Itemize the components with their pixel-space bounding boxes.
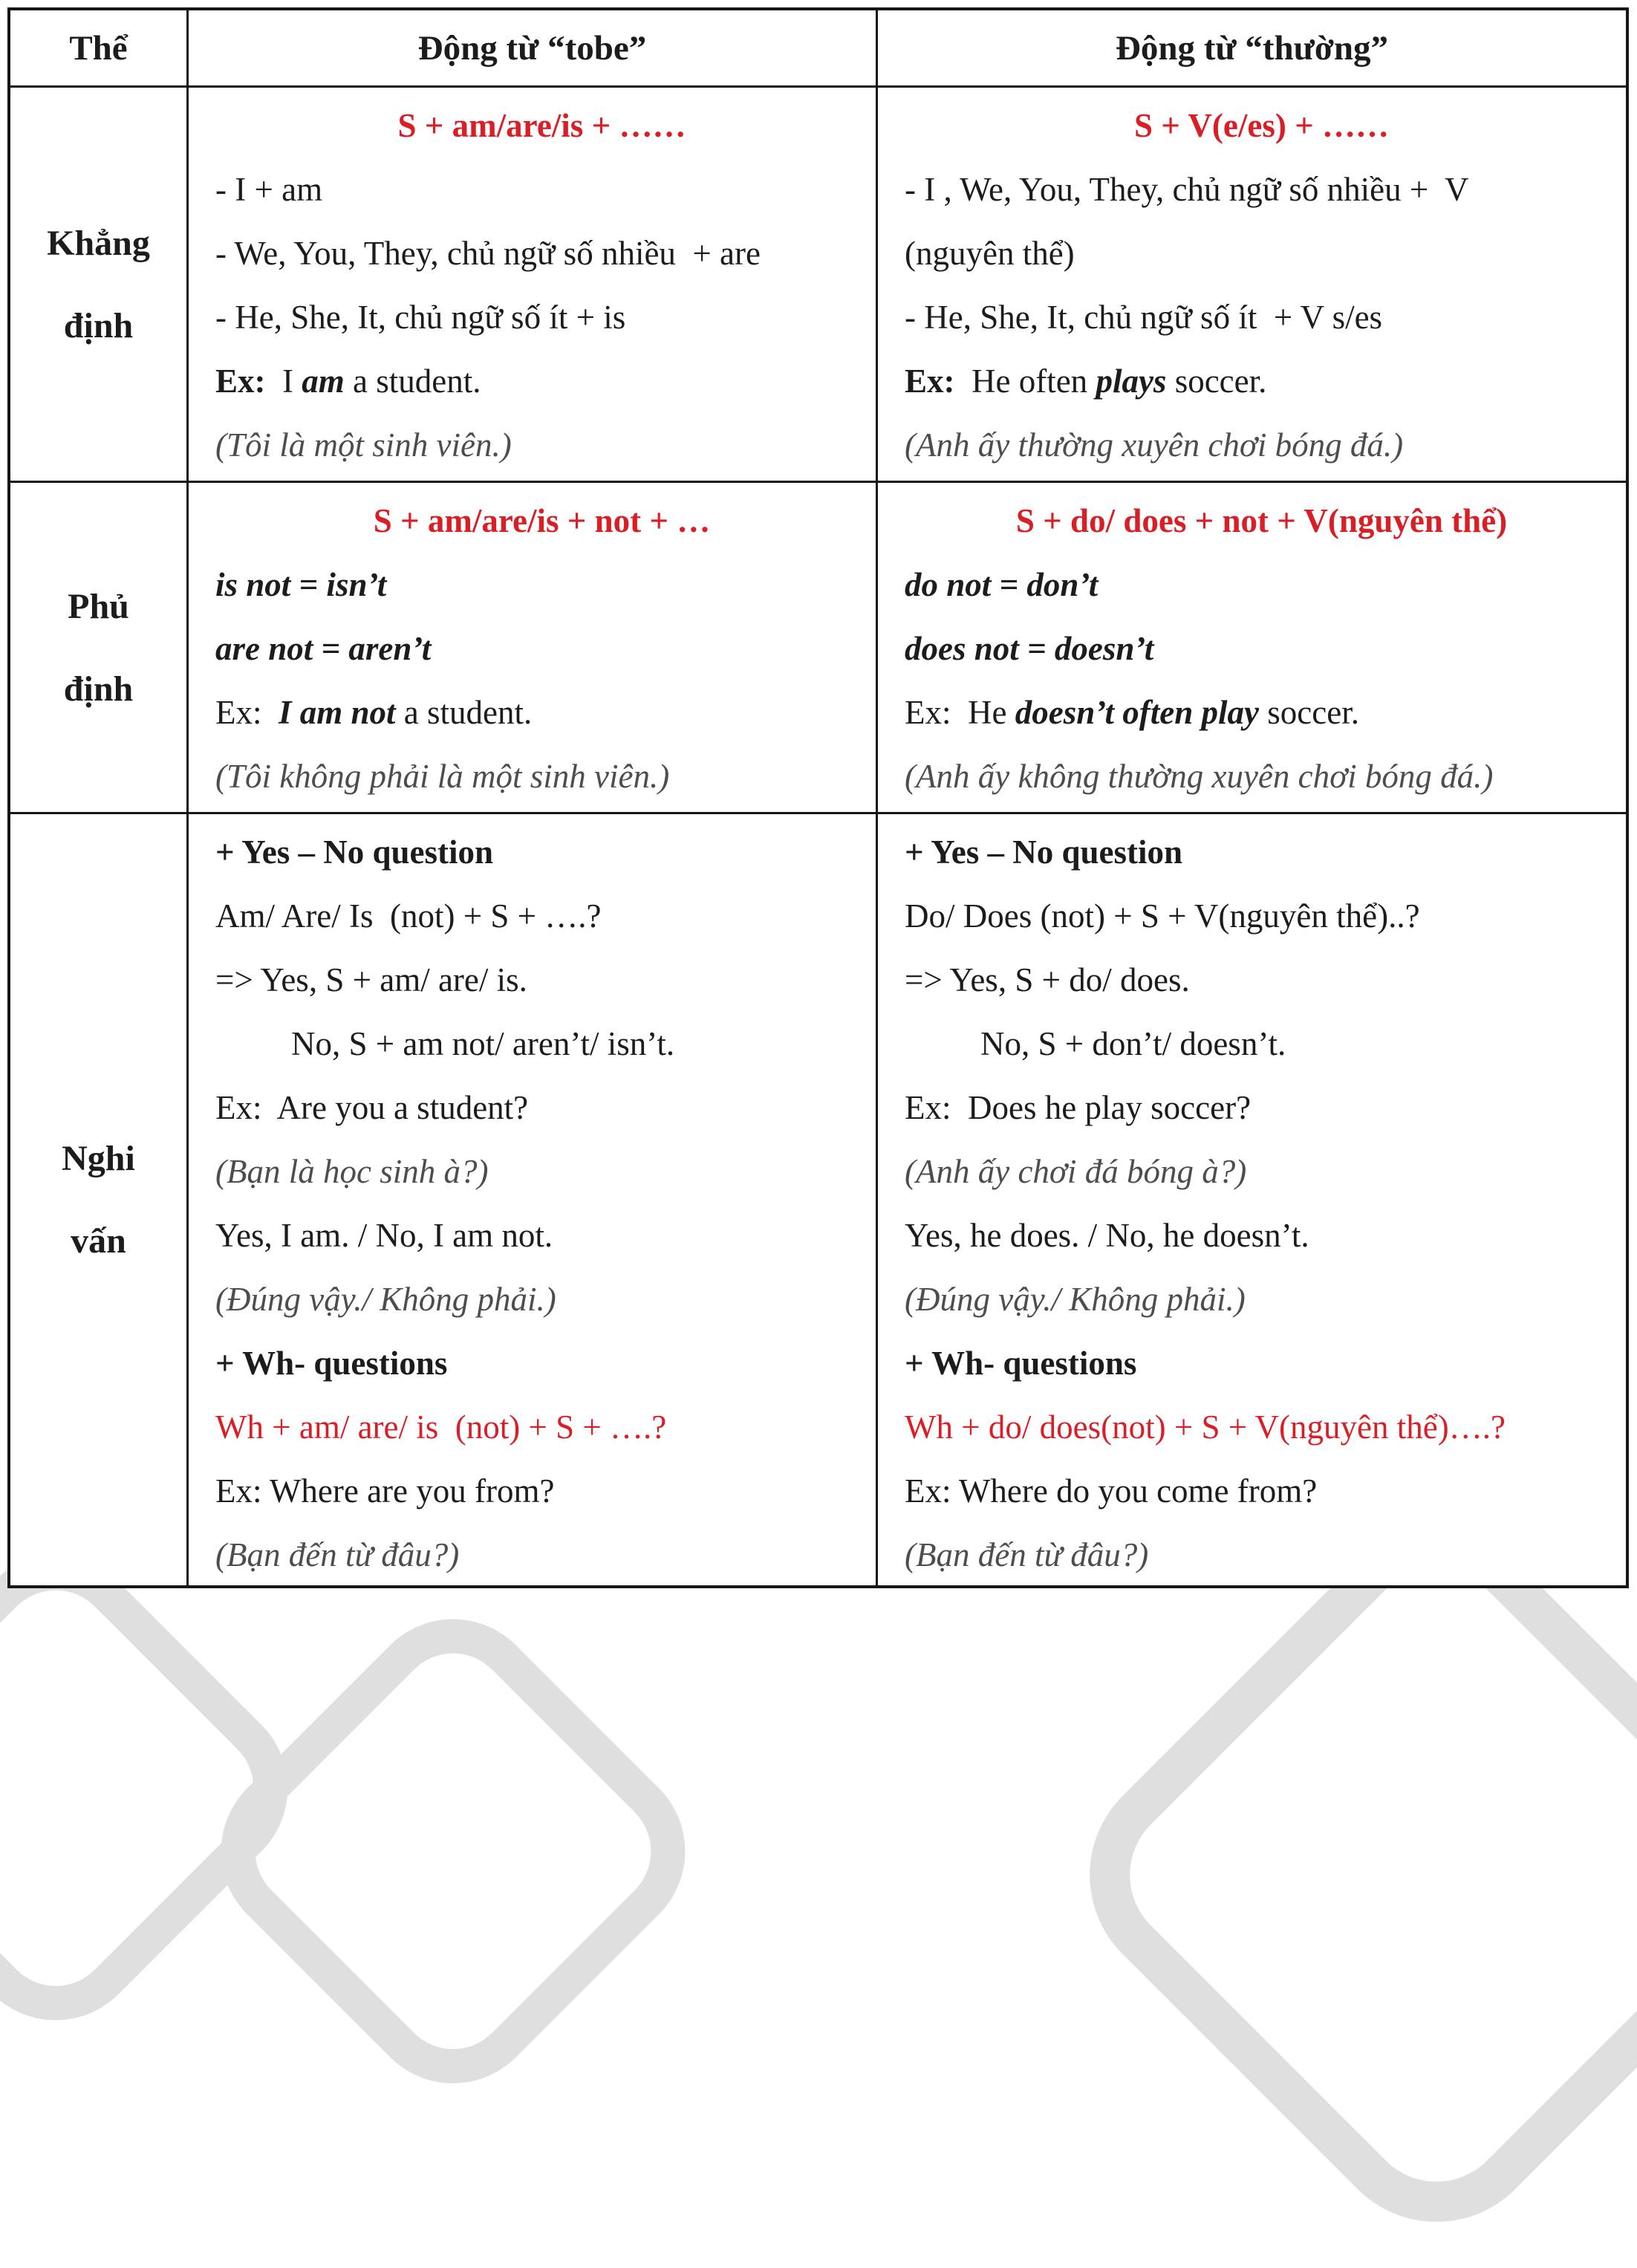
cell-negative-thuong (878, 483, 1626, 812)
text-segment: (Bạn đến từ đâu?) (905, 1536, 1149, 1573)
text-segment: S + V(e/es) + …… (1134, 107, 1389, 144)
formula-line (905, 489, 1618, 553)
cell-affirmative-tobe (189, 88, 876, 481)
row-label-line: Phủ (68, 586, 129, 626)
text-segment: soccer. (1259, 694, 1359, 731)
text-line (215, 1140, 868, 1203)
header-label: Động từ “tobe” (417, 28, 647, 68)
text-segment: is not = isn’t (215, 566, 387, 603)
text-line (215, 285, 868, 349)
cell-negative-tobe (189, 483, 876, 812)
text-segment: Ex: (215, 363, 266, 400)
text-line (905, 884, 1618, 948)
header-cell-thuong (878, 10, 1626, 85)
text-segment: S + am/are/is + …… (397, 107, 686, 144)
text-line (215, 1203, 868, 1267)
text-segment: Ex: Are you a student? (215, 1089, 529, 1126)
text-segment: Yes, I am. / No, I am not. (215, 1217, 553, 1254)
header-label: Động từ “thường” (1115, 28, 1389, 68)
cell-affirmative-thuong (878, 88, 1626, 481)
header-cell-the (10, 10, 186, 85)
text-segment: does not = doesn’t (905, 630, 1154, 667)
text-segment: Yes, he does. / No, he doesn’t. (905, 1217, 1309, 1254)
row-label-line: vấn (71, 1221, 126, 1261)
text-segment: do not = don’t (905, 566, 1099, 603)
text-line (905, 285, 1618, 349)
watermark-shape (1633, 1168, 1637, 1706)
formula-line (905, 94, 1618, 157)
text-segment: am (302, 363, 345, 400)
text-line (905, 553, 1618, 617)
text-segment: No, S + am not/ aren’t/ isn’t. (291, 1025, 675, 1062)
formula-line (215, 1395, 868, 1459)
text-line (905, 744, 1618, 808)
cell-interrogative-thuong (878, 814, 1626, 1585)
text-segment: soccer. (1166, 363, 1267, 400)
text-segment: doesn’t often play (1015, 694, 1260, 731)
text-line (905, 680, 1618, 744)
text-line (905, 948, 1618, 1012)
text-line (215, 1331, 868, 1395)
text-segment: Ex: Does he play soccer? (905, 1089, 1252, 1126)
row-label-line: Nghi (62, 1139, 135, 1178)
text-segment: (Tôi không phải là một sinh viên.) (215, 758, 670, 795)
text-line (215, 1523, 868, 1585)
text-line (215, 744, 868, 808)
text-segment: => Yes, S + am/ are/ is. (215, 961, 527, 998)
text-line (905, 617, 1618, 680)
text-line (905, 1459, 1618, 1523)
text-segment: - I + am (215, 171, 323, 208)
header-cell-tobe (189, 10, 876, 85)
text-segment: plays (1096, 363, 1167, 400)
text-line (215, 820, 868, 884)
text-line (905, 157, 1618, 221)
text-line (905, 1331, 1618, 1395)
text-segment: + Wh- questions (905, 1345, 1137, 1382)
text-line (215, 680, 868, 744)
text-segment: Am/ Are/ Is (not) + S + ….? (215, 897, 602, 935)
text-segment: + Yes – No question (905, 834, 1183, 871)
text-line (215, 413, 868, 477)
text-segment: - He, She, It, chủ ngữ số ít + V s/es (905, 299, 1383, 336)
text-line (905, 1267, 1618, 1331)
text-line (215, 221, 868, 285)
text-line (215, 349, 868, 413)
text-line (905, 413, 1618, 477)
text-line (215, 1459, 868, 1523)
text-line (905, 1012, 1618, 1076)
text-segment: Wh + do/ does(not) + S + V(nguyên thể)….? (905, 1408, 1506, 1446)
text-segment: (Bạn đến từ đâu?) (215, 1536, 460, 1573)
text-segment: Do/ Does (not) + S + V(nguyên thể)..? (905, 897, 1420, 935)
formula-line (215, 489, 868, 553)
text-line (215, 1012, 868, 1076)
text-segment: - I , We, You, They, chủ ngữ số nhiều + V (905, 171, 1469, 208)
text-line (215, 1076, 868, 1140)
row-label-khang-dinh (10, 88, 186, 481)
text-segment: (Đúng vậy./ Không phải.) (905, 1281, 1246, 1318)
text-segment: (Anh ấy không thường xuyên chơi bóng đá.) (905, 758, 1494, 795)
text-segment: (Đúng vậy./ Không phải.) (215, 1281, 556, 1318)
watermark-shape (1044, 1482, 1637, 2268)
text-segment: (Anh ấy chơi đá bóng à?) (905, 1153, 1247, 1190)
text-segment: a student. (395, 694, 533, 731)
text-segment: + Wh- questions (215, 1345, 448, 1382)
text-segment: (Tôi là một sinh viên.) (215, 426, 512, 464)
text-line (905, 349, 1618, 413)
text-segment: (Bạn là học sinh à?) (215, 1153, 489, 1190)
row-label-phu-dinh (10, 483, 186, 812)
text-segment: (Anh ấy thường xuyên chơi bóng đá.) (905, 426, 1404, 464)
text-segment: are not = aren’t (215, 630, 432, 667)
cell-interrogative-tobe (189, 814, 876, 1585)
row-label-line: định (63, 305, 134, 345)
grammar-table (7, 7, 1629, 1588)
text-segment: + Yes – No question (215, 834, 494, 871)
text-segment: I am not (279, 694, 396, 731)
text-line (215, 553, 868, 617)
row-label-nghi-van (10, 814, 186, 1585)
text-line (905, 1140, 1618, 1203)
text-segment: (nguyên thể) (905, 235, 1075, 272)
text-segment: Wh + am/ are/ is (not) + S + ….? (215, 1408, 667, 1446)
formula-line (215, 94, 868, 157)
text-segment: S + am/are/is + not + … (373, 502, 711, 539)
text-line (215, 617, 868, 680)
text-line (215, 1267, 868, 1331)
text-line (905, 1076, 1618, 1140)
text-segment: He often (954, 363, 1096, 400)
text-segment: Ex: Where do you come from? (905, 1472, 1318, 1510)
formula-line (905, 1395, 1618, 1459)
text-line (905, 221, 1618, 285)
text-line (215, 157, 868, 221)
watermark-shape (80, 0, 618, 6)
header-label: Thể (69, 28, 128, 68)
text-segment: No, S + don’t/ doesn’t. (980, 1025, 1286, 1062)
text-line (905, 820, 1618, 884)
text-segment: I (265, 363, 302, 400)
text-segment: - We, You, They, chủ ngữ số nhiều + are (215, 235, 761, 272)
text-segment: Ex: (215, 694, 279, 731)
text-segment: S + do/ does + not + V(nguyên thể) (1015, 502, 1508, 539)
row-label-line: định (63, 669, 134, 709)
text-segment: Ex: Where are you from? (215, 1472, 555, 1510)
text-segment: => Yes, S + do/ does. (905, 961, 1190, 998)
row-label-line: Khẳng (47, 223, 150, 263)
text-segment: a student. (344, 363, 481, 400)
text-line (905, 1203, 1618, 1267)
text-line (905, 1523, 1618, 1585)
text-segment: Ex: He (905, 694, 1015, 731)
watermark-shape (184, 1582, 722, 2120)
text-segment: Ex: (905, 363, 955, 400)
text-line (215, 948, 868, 1012)
text-segment: - He, She, It, chủ ngữ số ít + is (215, 299, 626, 336)
text-line (215, 884, 868, 948)
